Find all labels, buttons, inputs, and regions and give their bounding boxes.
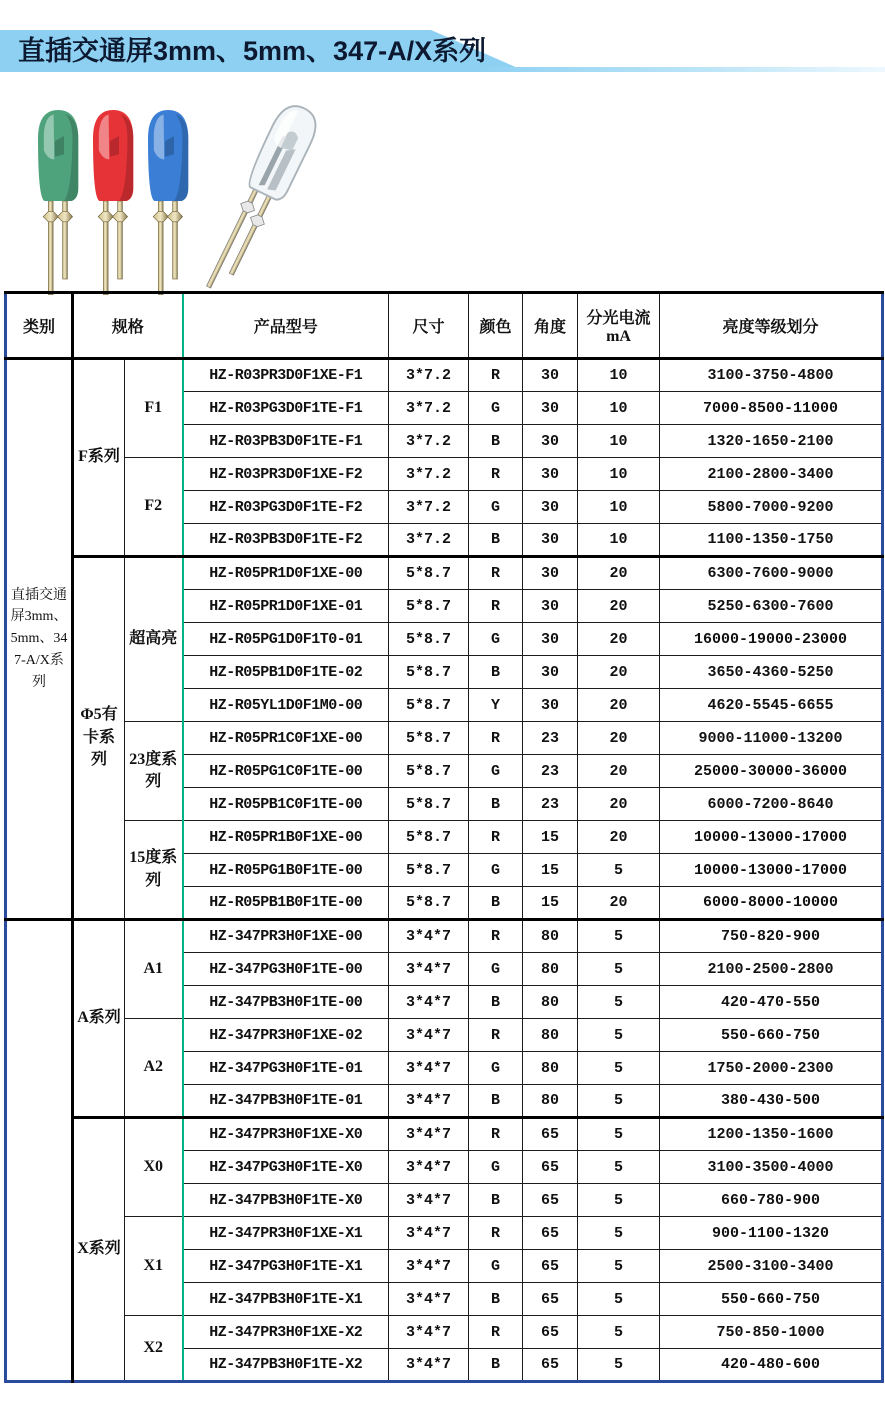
cell-model: HZ-347PR3H0F1XE-00 bbox=[183, 920, 389, 953]
cell-current: 10 bbox=[578, 458, 660, 491]
cell-brightness: 420-480-600 bbox=[660, 1349, 883, 1382]
cell-angle: 30 bbox=[523, 689, 578, 722]
table-row bbox=[6, 1217, 883, 1250]
cell-color: G bbox=[469, 1250, 523, 1283]
cell-brightness: 1100-1350-1750 bbox=[660, 524, 883, 557]
cell-brightness: 750-850-1000 bbox=[660, 1316, 883, 1349]
cell-current: 5 bbox=[578, 1085, 660, 1118]
table-row bbox=[6, 722, 883, 755]
cell-model: HZ-R05PB1B0F1TE-00 bbox=[183, 887, 389, 920]
cell-brightness: 1320-1650-2100 bbox=[660, 425, 883, 458]
header-color: 颜色 bbox=[469, 293, 523, 359]
cell-model: HZ-R05PR1D0F1XE-00 bbox=[183, 557, 389, 590]
cell-angle: 30 bbox=[523, 590, 578, 623]
cell-color: R bbox=[469, 557, 523, 590]
cell-brightness: 16000-19000-23000 bbox=[660, 623, 883, 656]
cell-size: 3*4*7 bbox=[389, 1217, 469, 1250]
cell-model: HZ-347PB3H0F1TE-00 bbox=[183, 986, 389, 1019]
cell-brightness: 7000-8500-11000 bbox=[660, 392, 883, 425]
cell-model: HZ-R05PR1B0F1XE-00 bbox=[183, 821, 389, 854]
cell-color: G bbox=[469, 1052, 523, 1085]
cell-brightness: 10000-13000-17000 bbox=[660, 854, 883, 887]
cell-brightness: 2500-3100-3400 bbox=[660, 1250, 883, 1283]
cell-current: 5 bbox=[578, 1052, 660, 1085]
cell-brightness: 3650-4360-5250 bbox=[660, 656, 883, 689]
table-row bbox=[6, 1118, 883, 1151]
cell-subgroup: 15度系列 bbox=[125, 821, 183, 920]
cell-model: HZ-347PB3H0F1TE-01 bbox=[183, 1085, 389, 1118]
cell-angle: 80 bbox=[523, 953, 578, 986]
cell-angle: 80 bbox=[523, 1019, 578, 1052]
cell-category: 直插交通屏3mm、5mm、347-A/X系列 bbox=[6, 359, 73, 920]
cell-current: 20 bbox=[578, 821, 660, 854]
cell-model: HZ-347PG3H0F1TE-00 bbox=[183, 953, 389, 986]
cell-size: 3*4*7 bbox=[389, 1283, 469, 1316]
cell-angle: 15 bbox=[523, 821, 578, 854]
cell-model: HZ-R05PR1D0F1XE-01 bbox=[183, 590, 389, 623]
cell-series: A系列 bbox=[73, 920, 125, 1118]
cell-brightness: 1750-2000-2300 bbox=[660, 1052, 883, 1085]
cell-current: 20 bbox=[578, 755, 660, 788]
cell-current: 10 bbox=[578, 359, 660, 392]
cell-size: 3*4*7 bbox=[389, 1184, 469, 1217]
cell-series: X系列 bbox=[73, 1118, 125, 1382]
cell-current: 5 bbox=[578, 1118, 660, 1151]
cell-subgroup: F1 bbox=[125, 359, 183, 458]
cell-size: 5*8.7 bbox=[389, 656, 469, 689]
cell-current: 20 bbox=[578, 689, 660, 722]
cell-model: HZ-347PB3H0F1TE-X0 bbox=[183, 1184, 389, 1217]
cell-series: Φ5有卡系列 bbox=[73, 557, 125, 920]
table-row bbox=[6, 557, 883, 590]
cell-model: HZ-R03PG3D0F1TE-F2 bbox=[183, 491, 389, 524]
cell-angle: 30 bbox=[523, 524, 578, 557]
header-current: 分光电流mA bbox=[578, 293, 660, 359]
cell-current: 10 bbox=[578, 524, 660, 557]
cell-color: Y bbox=[469, 689, 523, 722]
cell-size: 5*8.7 bbox=[389, 557, 469, 590]
cell-brightness: 2100-2500-2800 bbox=[660, 953, 883, 986]
cell-angle: 65 bbox=[523, 1283, 578, 1316]
blue-led-image bbox=[148, 110, 188, 295]
cell-brightness: 550-660-750 bbox=[660, 1019, 883, 1052]
cell-size: 5*8.7 bbox=[389, 788, 469, 821]
header-brightness: 亮度等级划分 bbox=[660, 293, 883, 359]
cell-model: HZ-347PB3H0F1TE-X2 bbox=[183, 1349, 389, 1382]
cell-color: R bbox=[469, 821, 523, 854]
cell-color: G bbox=[469, 392, 523, 425]
cell-size: 3*7.2 bbox=[389, 524, 469, 557]
cell-size: 3*4*7 bbox=[389, 953, 469, 986]
cell-brightness: 4620-5545-6655 bbox=[660, 689, 883, 722]
cell-brightness: 10000-13000-17000 bbox=[660, 821, 883, 854]
cell-size: 3*7.2 bbox=[389, 425, 469, 458]
cell-angle: 30 bbox=[523, 392, 578, 425]
cell-brightness: 420-470-550 bbox=[660, 986, 883, 1019]
cell-current: 5 bbox=[578, 854, 660, 887]
cell-color: R bbox=[469, 458, 523, 491]
cell-size: 3*4*7 bbox=[389, 1118, 469, 1151]
cell-current: 5 bbox=[578, 1151, 660, 1184]
cell-angle: 30 bbox=[523, 458, 578, 491]
cell-current: 5 bbox=[578, 986, 660, 1019]
cell-size: 3*4*7 bbox=[389, 986, 469, 1019]
cell-angle: 80 bbox=[523, 1085, 578, 1118]
cell-size: 3*7.2 bbox=[389, 359, 469, 392]
red-led-image bbox=[93, 110, 133, 295]
cell-color: R bbox=[469, 1118, 523, 1151]
cell-color: G bbox=[469, 491, 523, 524]
cell-color: B bbox=[469, 1184, 523, 1217]
cell-model: HZ-347PR3H0F1XE-02 bbox=[183, 1019, 389, 1052]
cell-model: HZ-R03PB3D0F1TE-F1 bbox=[183, 425, 389, 458]
cell-model: HZ-R03PR3D0F1XE-F1 bbox=[183, 359, 389, 392]
cell-current: 10 bbox=[578, 425, 660, 458]
cell-current: 5 bbox=[578, 1283, 660, 1316]
cell-model: HZ-347PR3H0F1XE-X2 bbox=[183, 1316, 389, 1349]
cell-size: 3*4*7 bbox=[389, 1019, 469, 1052]
cell-subgroup: F2 bbox=[125, 458, 183, 557]
cell-series: F系列 bbox=[73, 359, 125, 557]
cell-size: 5*8.7 bbox=[389, 821, 469, 854]
cell-angle: 30 bbox=[523, 425, 578, 458]
green-led-image bbox=[38, 110, 78, 295]
cell-color: B bbox=[469, 425, 523, 458]
header-category: 类别 bbox=[6, 293, 73, 359]
page-title: 直插交通屏3mm、5mm、347-A/X系列 bbox=[18, 36, 487, 66]
cell-size: 3*4*7 bbox=[389, 1151, 469, 1184]
cell-brightness: 6000-8000-10000 bbox=[660, 887, 883, 920]
cell-color: R bbox=[469, 1217, 523, 1250]
cell-angle: 65 bbox=[523, 1118, 578, 1151]
cell-brightness: 380-430-500 bbox=[660, 1085, 883, 1118]
cell-size: 5*8.7 bbox=[389, 722, 469, 755]
cell-brightness: 900-1100-1320 bbox=[660, 1217, 883, 1250]
cell-size: 3*7.2 bbox=[389, 392, 469, 425]
header-spec: 规格 bbox=[73, 293, 183, 359]
cell-current: 20 bbox=[578, 788, 660, 821]
cell-subgroup: 23度系列 bbox=[125, 722, 183, 821]
cell-angle: 65 bbox=[523, 1184, 578, 1217]
cell-color: B bbox=[469, 788, 523, 821]
cell-brightness: 2100-2800-3400 bbox=[660, 458, 883, 491]
cell-brightness: 1200-1350-1600 bbox=[660, 1118, 883, 1151]
cell-angle: 65 bbox=[523, 1151, 578, 1184]
cell-current: 20 bbox=[578, 590, 660, 623]
cell-subgroup: A2 bbox=[125, 1019, 183, 1118]
cell-current: 20 bbox=[578, 656, 660, 689]
cell-model: HZ-R05PG1C0F1TE-00 bbox=[183, 755, 389, 788]
cell-brightness: 9000-11000-13200 bbox=[660, 722, 883, 755]
cell-current: 20 bbox=[578, 623, 660, 656]
cell-color: R bbox=[469, 1019, 523, 1052]
cell-current: 5 bbox=[578, 1316, 660, 1349]
cell-color: G bbox=[469, 1151, 523, 1184]
cell-model: HZ-347PG3H0F1TE-X1 bbox=[183, 1250, 389, 1283]
cell-current: 5 bbox=[578, 1184, 660, 1217]
cell-color: R bbox=[469, 590, 523, 623]
cell-size: 3*7.2 bbox=[389, 491, 469, 524]
cell-subgroup: A1 bbox=[125, 920, 183, 1019]
cell-size: 3*4*7 bbox=[389, 1052, 469, 1085]
cell-angle: 30 bbox=[523, 359, 578, 392]
cell-brightness: 6300-7600-9000 bbox=[660, 557, 883, 590]
cell-angle: 65 bbox=[523, 1217, 578, 1250]
cell-angle: 65 bbox=[523, 1349, 578, 1382]
cell-brightness: 660-780-900 bbox=[660, 1184, 883, 1217]
cell-model: HZ-347PG3H0F1TE-X0 bbox=[183, 1151, 389, 1184]
cell-angle: 80 bbox=[523, 1052, 578, 1085]
clear-led-image bbox=[197, 102, 323, 300]
cell-subgroup: X2 bbox=[125, 1316, 183, 1382]
cell-model: HZ-R03PR3D0F1XE-F2 bbox=[183, 458, 389, 491]
cell-current: 20 bbox=[578, 557, 660, 590]
cell-color: R bbox=[469, 722, 523, 755]
cell-angle: 23 bbox=[523, 722, 578, 755]
cell-angle: 30 bbox=[523, 557, 578, 590]
spec-table bbox=[4, 291, 884, 1383]
cell-model: HZ-347PR3H0F1XE-X1 bbox=[183, 1217, 389, 1250]
cell-angle: 80 bbox=[523, 920, 578, 953]
cell-color: R bbox=[469, 359, 523, 392]
table-row bbox=[6, 1019, 883, 1052]
cell-size: 3*7.2 bbox=[389, 458, 469, 491]
cell-model: HZ-347PR3H0F1XE-X0 bbox=[183, 1118, 389, 1151]
cell-current: 5 bbox=[578, 953, 660, 986]
cell-color: B bbox=[469, 1349, 523, 1382]
table-row bbox=[6, 821, 883, 854]
cell-angle: 15 bbox=[523, 854, 578, 887]
cell-angle: 65 bbox=[523, 1316, 578, 1349]
cell-size: 5*8.7 bbox=[389, 623, 469, 656]
cell-model: HZ-R03PB3D0F1TE-F2 bbox=[183, 524, 389, 557]
cell-brightness: 3100-3750-4800 bbox=[660, 359, 883, 392]
cell-current: 10 bbox=[578, 491, 660, 524]
cell-color: G bbox=[469, 755, 523, 788]
page-title-banner bbox=[0, 30, 885, 72]
cell-model: HZ-347PG3H0F1TE-01 bbox=[183, 1052, 389, 1085]
cell-brightness: 6000-7200-8640 bbox=[660, 788, 883, 821]
cell-angle: 15 bbox=[523, 887, 578, 920]
cell-size: 3*4*7 bbox=[389, 1316, 469, 1349]
cell-size: 3*4*7 bbox=[389, 920, 469, 953]
cell-size: 5*8.7 bbox=[389, 755, 469, 788]
cell-color: G bbox=[469, 854, 523, 887]
cell-model: HZ-R05PR1C0F1XE-00 bbox=[183, 722, 389, 755]
cell-size: 5*8.7 bbox=[389, 854, 469, 887]
table-row bbox=[6, 1316, 883, 1349]
cell-model: HZ-R05YL1D0F1M0-00 bbox=[183, 689, 389, 722]
cell-color: B bbox=[469, 887, 523, 920]
cell-angle: 65 bbox=[523, 1250, 578, 1283]
cell-model: HZ-R05PB1C0F1TE-00 bbox=[183, 788, 389, 821]
cell-brightness: 5250-6300-7600 bbox=[660, 590, 883, 623]
cell-brightness: 550-660-750 bbox=[660, 1283, 883, 1316]
cell-model: HZ-R05PG1B0F1TE-00 bbox=[183, 854, 389, 887]
cell-size: 5*8.7 bbox=[389, 887, 469, 920]
cell-color: G bbox=[469, 953, 523, 986]
cell-angle: 80 bbox=[523, 986, 578, 1019]
cell-brightness: 25000-30000-36000 bbox=[660, 755, 883, 788]
cell-size: 3*4*7 bbox=[389, 1250, 469, 1283]
cell-color: B bbox=[469, 1085, 523, 1118]
cell-model: HZ-R05PB1D0F1TE-02 bbox=[183, 656, 389, 689]
cell-size: 5*8.7 bbox=[389, 689, 469, 722]
cell-color: B bbox=[469, 524, 523, 557]
table-row bbox=[6, 458, 883, 491]
cell-current: 20 bbox=[578, 887, 660, 920]
cell-model: HZ-347PB3H0F1TE-X1 bbox=[183, 1283, 389, 1316]
product-photo bbox=[0, 72, 885, 291]
cell-model: HZ-R05PG1D0F1T0-01 bbox=[183, 623, 389, 656]
cell-current: 5 bbox=[578, 1217, 660, 1250]
table-row bbox=[6, 920, 883, 953]
cell-color: R bbox=[469, 1316, 523, 1349]
cell-angle: 30 bbox=[523, 623, 578, 656]
cell-angle: 30 bbox=[523, 491, 578, 524]
cell-color: B bbox=[469, 986, 523, 1019]
cell-current: 5 bbox=[578, 1250, 660, 1283]
cell-color: B bbox=[469, 1283, 523, 1316]
cell-angle: 23 bbox=[523, 788, 578, 821]
cell-model: HZ-R03PG3D0F1TE-F1 bbox=[183, 392, 389, 425]
cell-angle: 23 bbox=[523, 755, 578, 788]
product-leds-photo bbox=[28, 102, 448, 302]
cell-current: 5 bbox=[578, 1019, 660, 1052]
header-angle: 角度 bbox=[523, 293, 578, 359]
cell-subgroup: 超高亮 bbox=[125, 557, 183, 722]
cell-current: 5 bbox=[578, 1349, 660, 1382]
cell-subgroup: X0 bbox=[125, 1118, 183, 1217]
cell-current: 10 bbox=[578, 392, 660, 425]
cell-size: 3*4*7 bbox=[389, 1085, 469, 1118]
cell-brightness: 5800-7000-9200 bbox=[660, 491, 883, 524]
cell-color: R bbox=[469, 920, 523, 953]
cell-color: G bbox=[469, 623, 523, 656]
cell-color: B bbox=[469, 656, 523, 689]
cell-brightness: 3100-3500-4000 bbox=[660, 1151, 883, 1184]
cell-brightness: 750-820-900 bbox=[660, 920, 883, 953]
header-model: 产品型号 bbox=[183, 293, 389, 359]
cell-size: 3*4*7 bbox=[389, 1349, 469, 1382]
cell-category bbox=[6, 920, 73, 1382]
table-row bbox=[6, 359, 883, 392]
cell-size: 5*8.7 bbox=[389, 590, 469, 623]
cell-subgroup: X1 bbox=[125, 1217, 183, 1316]
header-size: 尺寸 bbox=[389, 293, 469, 359]
cell-angle: 30 bbox=[523, 656, 578, 689]
cell-current: 5 bbox=[578, 920, 660, 953]
cell-current: 20 bbox=[578, 722, 660, 755]
